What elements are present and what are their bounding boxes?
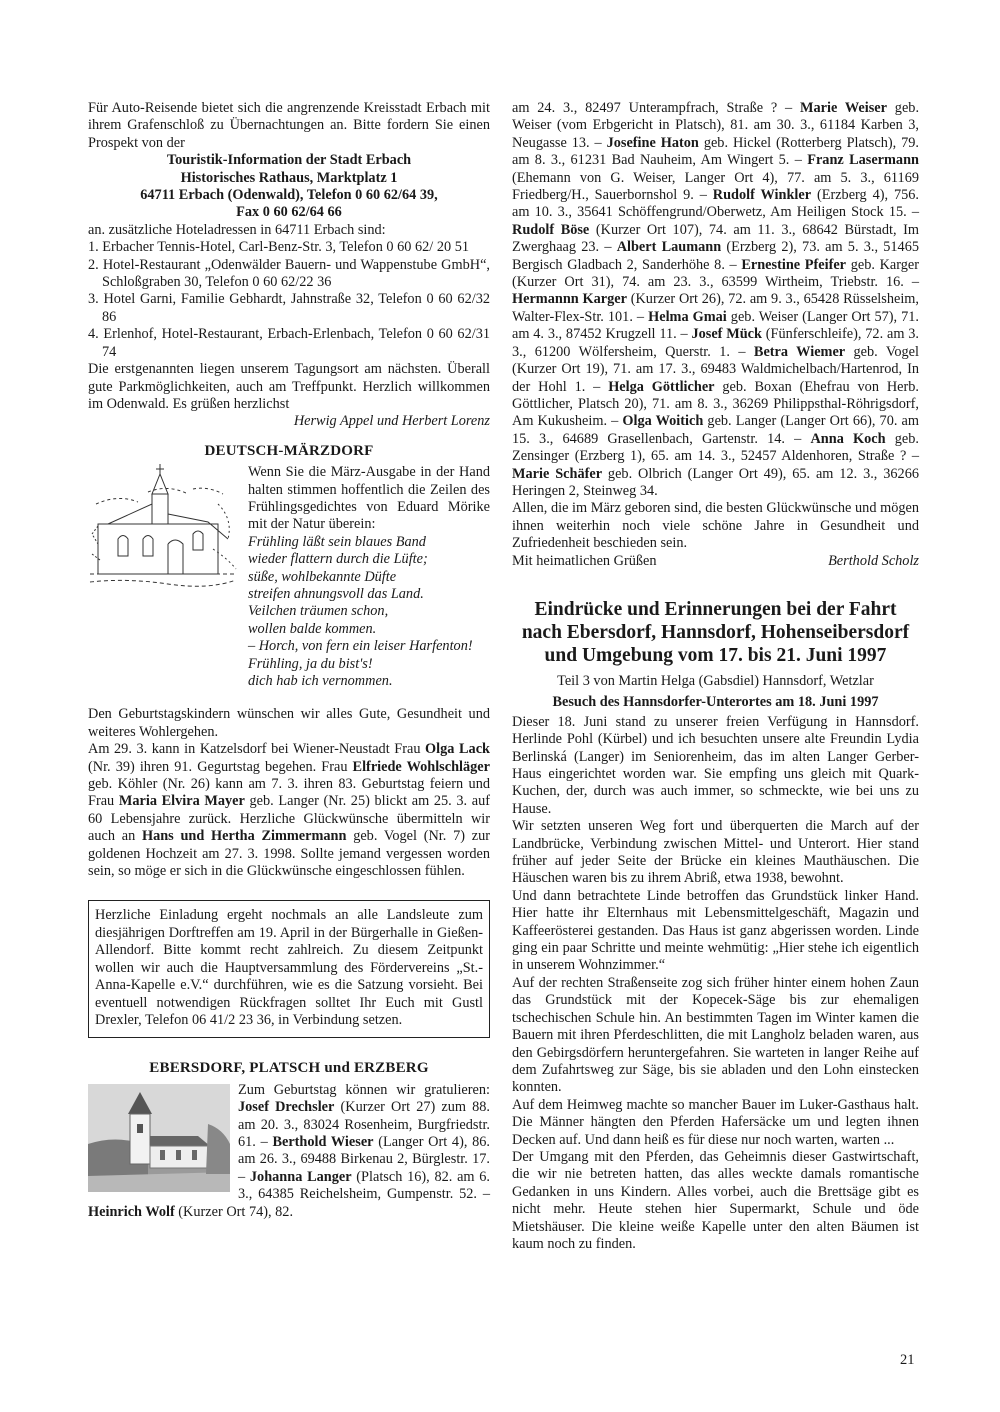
- person-name: Josef Mück: [691, 326, 762, 343]
- person-name: Helma Gmai: [648, 308, 727, 325]
- church-photo: [88, 1084, 230, 1192]
- text-run: (Kurzer Ort 26), 72. am 9. 3., 65428 Rüsselsheim, Walter-Flex-Str. 101. –: [512, 291, 919, 325]
- article-subheading: Besuch des Hannsdorfer-Unterortes am 18. Juni 1997: [552, 694, 879, 711]
- person-name: Heinrich Wolf: [88, 1203, 175, 1220]
- poem-line: Frühling, ja du bist's!: [248, 655, 373, 672]
- invitation-box: [88, 900, 490, 1038]
- text-run: geb. Vogel (Nr. 7) zur goldenen Hochzeit am 27. 3. 1998. Sollte jemand vergessen worden sein, so möge er sich in die Glückwünsche eingeschlossen fühlen.: [88, 828, 490, 880]
- church-sketch-illustration: [88, 464, 238, 594]
- tourist-info-address: [88, 152, 490, 222]
- text-run: Am 29. 3. kann in Katzelsdorf bei Wiener-Neustadt Frau: [88, 741, 426, 758]
- left-column: [88, 100, 490, 1221]
- person-name: Ernestine Pfeifer: [741, 256, 847, 273]
- poem-line: dich hab ich vernommen.: [248, 673, 393, 689]
- text-run: (Kurzer Ort 74), 82.: [174, 1203, 294, 1220]
- greeting-line: [512, 553, 919, 570]
- person-name: Marie Weiser: [800, 100, 887, 116]
- maerzdorf-block: [88, 464, 490, 690]
- poem-line: wieder flattern durch die Lüfte;: [248, 551, 428, 568]
- hotel-item: 4. Erlenhof, Hotel-Restaurant, Erbach-Erlenbach, Telefon 0 60 62/31 74: [88, 326, 490, 360]
- person-name: Rudolf Winkler: [712, 187, 812, 204]
- erbach-closing: Die erstgenannten liegen unserem Tagungsort am nächsten. Überall gute Parkmöglichkeiten, auch am Treffpunkt. Herzlich willkommen im Odenwald. Es grüßen herzlichst: [88, 361, 490, 412]
- page-number: 21: [900, 1352, 915, 1368]
- poem-line: streifen ahnungsvoll das Land.: [248, 585, 424, 602]
- person-name: Marie Schäfer: [512, 465, 603, 482]
- person-name: Olga Lack: [425, 741, 490, 758]
- poem-line: – Horch, von fern ein leiser Harfenton!: [248, 638, 473, 655]
- birthday-paragraph: [88, 741, 490, 880]
- article-paragraph: Dieser 18. Juni stand zu unserer freien Verfügung in Hannsdorf. Herlinde Pohl (Kürbel) und ich besuchten unsere alte Freundin Lydia Berlinská (Langer) im Seniorenheim, das im alten Langer Gerber-Haus eingerichtet worden war. Sie empfing uns gleich mit Quark-Kuchen, der, durch was auch immer, so schmeckte, wie bei uns zu Hause.: [512, 713, 919, 817]
- poem-line: Frühling läßt sein blaues Band: [248, 533, 426, 550]
- hotels-intro: an. zusätzliche Hoteladressen in 64711 Erbach sind:: [88, 221, 386, 238]
- article-paragraph: Auf dem Heimweg machte so mancher Bauer im Luker-Gasthaus halt. Die Männer hängten den Pferden Hafersäcke um und legten ihnen Decken auf. Und dann heiß es für diese nur noch warten, warten ...: [512, 1096, 919, 1148]
- person-name: Johanna Langer: [249, 1168, 352, 1185]
- poem-line: wollen balde kommen.: [248, 620, 377, 637]
- ebersdorf-block: [88, 1082, 490, 1221]
- text-run: geb. Langer (Nr. 25) blickt am 25. 3. auf 60 Lebensjahre zurück. Herzliche Glückwünsche übermitteln wir auch an: [88, 793, 490, 845]
- text-run: geb. Köhler (Nr. 26) kann am 7. 3. ihren 83. Geburtstag feiern und Frau: [88, 776, 490, 810]
- person-name: Franz Lasermann: [807, 152, 919, 169]
- person-name: Josefine Haton: [606, 134, 699, 151]
- person-name: Olga Woitich: [622, 413, 704, 430]
- text-run: (Nr. 39) ihren 91. Gegurtstag begehen. Frau: [88, 758, 353, 775]
- person-name: Albert Laumann: [616, 239, 722, 256]
- address-line: Touristik-Information der Stadt Erbach: [166, 152, 412, 169]
- poem-line: süße, wohlbekannte Düfte: [248, 568, 397, 585]
- person-name: Josef Drechsler: [238, 1099, 335, 1116]
- text-run: geb. Olbrich (Langer Ort 49), 65. am 12. 3., 36266 Heringen 2, Steinweg 34.: [512, 465, 919, 499]
- person-name: Anna Koch: [810, 430, 886, 447]
- person-name: Maria Elvira Mayer: [118, 793, 245, 810]
- greeting-text: Mit heimatlichen Grüßen: [512, 552, 657, 569]
- person-name: Hermannn Karger: [512, 291, 627, 308]
- text-run: geb. Hickel (Rotterberg Platsch), 79. am 8. 3., 61231 Bad Nauheim, Am Wingert 5. –: [512, 134, 919, 169]
- moerike-poem: [248, 534, 490, 691]
- text-run: (Platsch 16), 82. am 6. 3., 64385 Reichelsheim, Gumpenstr. 52. –: [238, 1168, 491, 1203]
- address-line: Fax 0 60 62/64 66: [236, 204, 342, 221]
- text-run: geb. Karger (Kurzer Ort 31), 74. am 23. 3., 63599 Wirtheim, Triebstr. 16. –: [512, 256, 919, 291]
- text-run: geb. Zensinger (Erzberg 1), 65. am 14. 3., 52457 Aldenhoren, Straße ? –: [512, 430, 919, 465]
- text-run: am 24. 3., 82497 Unterampfrach, Straße ? –: [512, 100, 801, 116]
- text-run: (Ehemann von G. Weiser, Langer Ort 4), 77. am 5. 3., 61169 Friedberg/H., Sauerbornshol 9. –: [512, 169, 919, 204]
- march-wishes: Allen, die im März geboren sind, die besten Glückwünsche und mögen ihnen weiterhin noch viele schöne Jahre in Gesundheit und Zufriedenheit beschieden sein.: [512, 500, 919, 552]
- text-run: geb. Boxan (Ehefrau von Herb. Göttlicher, Platsch 20), 71. am 8. 3., 36269 Philippsthal-Röhrigsdorf, Am Kukusheim. –: [512, 378, 919, 430]
- text-run: geb. Weiser (vom Erbgericht in Platsch), 81. am 30. 3., 61184 Karben 3, Neugasse 13. –: [512, 100, 920, 151]
- person-name: Hans und Hertha Zimmermann: [141, 828, 347, 845]
- erbach-intro: Für Auto-Reisende bietet sich die angrenzende Kreisstadt Erbach mit ihrem Grafenschloß zu Übernachtungen an. Bitte fordern Sie einen Prospekt von der: [88, 100, 490, 151]
- signature-scholz: Berthold Scholz: [828, 552, 919, 569]
- birthday-intro: Den Geburtstagskindern wünschen wir alles Gute, Gesundheit und weiteres Wohlergehen.: [88, 706, 490, 740]
- person-name: Berthold Wieser: [272, 1133, 374, 1150]
- text-run: geb. Vogel (Kurzer Ort 19), 71. am 17. 3., 69483 Waldmichelbach/Hartenrod, In der Hohl 1. –: [512, 343, 919, 395]
- hotel-item: 2. Hotel-Restaurant „Odenwälder Bauern- und Wappenstube GmbH“, Schloßgraben 30, Telefon 0 60 62/22 36: [88, 256, 490, 291]
- article-paragraph: Wir setzten unseren Weg fort und überquerten die March auf der Landbrücke, Verbindung zwischen Mittel- und Unterort. Hier stand früher auf jeder Seite der Brücke ein kleines Mauthäuschen. Die Häuschen waren bis zu ihrem Abriß, etwa 1938, bewohnt.: [512, 818, 919, 887]
- invitation-text: Herzliche Einladung ergeht nochmals an alle Landsleute zum diesjährigen Dorftreffen am 19. April in der Bürgerhalle in Gießen-Allendorf. Bitte kommt recht zahlreich. Zu diesem Zeitpunkt wollen wir auch die Hauptversammlung des Fördervereins „St.-Anna-Kapelle e.V.“ durchführen, wie es die Satzung vorsieht. Bei eventuell notwendigen Rückfragen solltet Ihr Euch mit Gustl Drexler, Telefon 06 41/2 23 36, in Verbindung setzen.: [95, 907, 483, 1028]
- article-paragraph: Und dann betrachtete Linde betroffen das Grundstück linker Hand. Hier hatte ihr Elternhaus mit Lebensmittelgeschäft, Magazin und Kaffeerösterei gestanden. Das Haus ist ganz abgerissen worden. Linde ging ein paar Schritte und meinte wehmütig: „Hier stehe ich eigentlich in unserem Wohnzimmer.“: [512, 887, 919, 974]
- article-author: Teil 3 von Martin Helga (Gabsdiel) Hannsdorf, Wetzlar: [557, 672, 874, 689]
- text-run: (Langer Ort 4), 86. am 26. 3., 69488 Birkenau 2, Bürglestr. 17. –: [238, 1133, 490, 1185]
- person-name: Betra Wiemer: [753, 343, 846, 360]
- article-paragraph: Auf der rechten Straßenseite zog sich früher hinter einem hohen Zaun das Grundstück mit der Kopecek-Säge bis zur ehemaligen tschechischen Schule hin. An bestimmten Tagen im Winter kamen die Bauern mit ihren Pferdeschlitten, die mit Langholz beladen waren, aus den Gebirgsdörfern heruntergefahren. Sie warteten in langer Reihe auf dem Zufahrtsweg zur Säge, bis sie abladen und den Lohn einstecken konnten.: [512, 974, 919, 1096]
- text-run: (Kurzer Ort 27) zum 88. am 20. 3., 83024 Rosenheim, Burgfriedstr. 61. –: [238, 1099, 491, 1150]
- maerzdorf-text: Wenn Sie die März-Ausgabe in der Hand halten stimmen hoffentlich die Zeilen des Frühlingsgedichtes von Eduard Mörike mit der Natur überein:: [248, 464, 490, 533]
- person-name: Rudolf Böse: [512, 221, 590, 238]
- poem-line: Veilchen träumen schon,: [248, 603, 389, 620]
- address-line: 64711 Erbach (Odenwald), Telefon 0 60 62/64 39,: [140, 187, 438, 204]
- text-run: (Erzberg 2), 73. am 5. 3., 51465 Bergisch Gladbach 2, Sanderhöhe 8. –: [512, 239, 919, 273]
- signature-appel-lorenz: Herwig Appel und Herbert Lorenz: [293, 413, 490, 430]
- section-title-deutsch-maerzdorf: DEUTSCH-MÄRZDORF: [204, 442, 374, 459]
- text-run: (Fünferschleife), 72. am 3. 3., 61200 Wölfersheim, Querstr. 1. –: [512, 326, 919, 360]
- text-run: geb. Weiser (Langer Ort 57), 71. am 4. 3., 87452 Krugzell 11. –: [512, 308, 919, 343]
- section-title-ebersdorf: EBERSDORF, PLATSCH und ERZBERG: [149, 1060, 429, 1077]
- hotel-item: 3. Hotel Garni, Familie Gebhardt, Jahnstraße 32, Telefon 0 60 62/32 86: [88, 291, 490, 325]
- address-line: Historisches Rathaus, Marktplatz 1: [180, 169, 398, 186]
- person-name: Elfriede Wohlschläger: [352, 758, 490, 775]
- person-name: Helga Göttlicher: [608, 378, 715, 395]
- text-run: Zum Geburtstag können wir gratulieren:: [238, 1081, 490, 1098]
- text-run: (Kurzer Ort 107), 74. am 11. 3., 68642 Bürstadt, Im Zwerghaag 23. –: [512, 221, 920, 256]
- text-run: geb. Langer (Langer Ort 66), 70. am 15. 3., 64689 Grasellenbach, Gartenstr. 14. –: [512, 413, 920, 447]
- text-run: (Erzberg 4), 756. am 10. 3., 35641 Schöffengrund/Oberwetz, Am Heiligen Stock 15. –: [512, 187, 919, 221]
- article-title: Eindrücke und Erinnerungen bei der Fahrt nach Ebersdorf, Hannsdorf, Hohenseibersdorf und Umgebung vom 17. bis 21. Juni 1997: [521, 598, 910, 666]
- hotel-item: 1. Erbacher Tennis-Hotel, Carl-Benz-Str. 3, Telefon 0 60 62/ 20 51: [88, 239, 470, 256]
- right-column: [512, 100, 919, 1253]
- ebersdorf-birthdays-continued: [512, 100, 919, 500]
- article-paragraph: Der Umgang mit den Pferden, das Geheimnis dieser Gastwirtschaft, die wir nie betreten hatten, das alles weckte damals romantische Gedanken in uns Kindern. Alles vorbei, auch die Brettsäge gibt es nicht mehr. Heute stehen hier Supermarkt, Schule und öde Mietshäuser. Die kleine weiße Kapelle unter den alten Bäumen ist kaum noch zu finden.: [512, 1148, 919, 1252]
